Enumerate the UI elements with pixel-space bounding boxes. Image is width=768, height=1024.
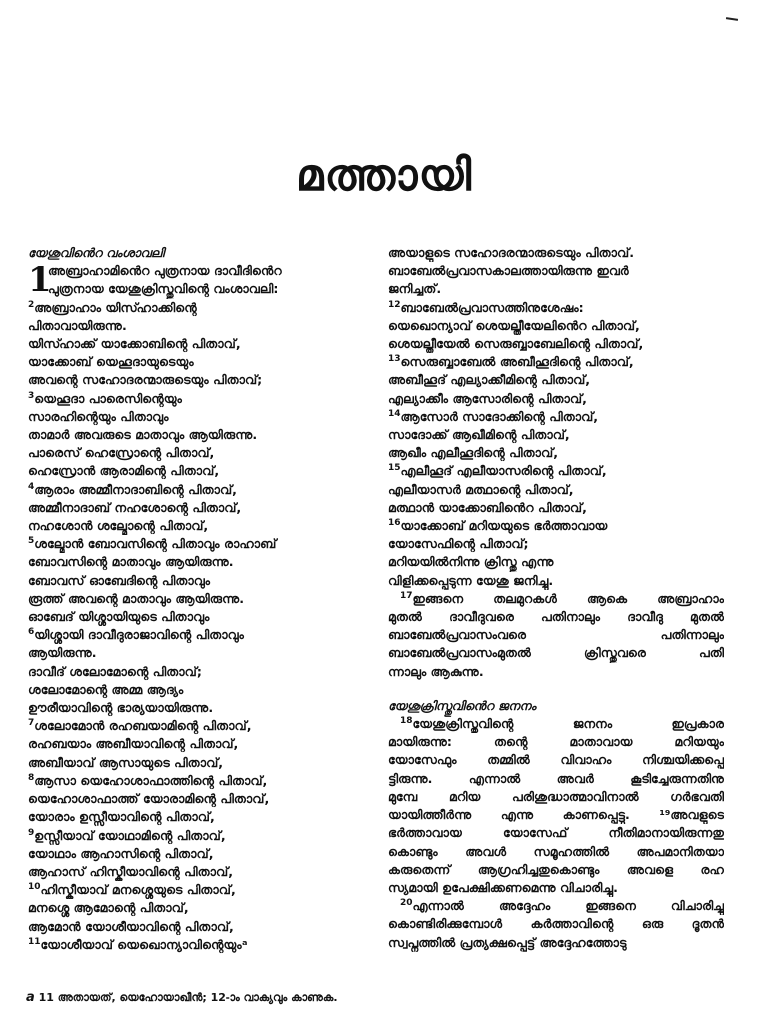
verse-text: കൊണ്ടും അവൾ സമൂഹത്തിൽ അപമാനിതയാ xyxy=(388,843,724,859)
text-line xyxy=(388,280,724,298)
verse-text: ബാബേൽപ്രവാസത്തിനുശേഷം: xyxy=(400,299,584,315)
verse-text: രഹബയാം അബീയാവിന്റെ പിതാവ്, xyxy=(28,736,239,752)
text-line xyxy=(28,772,368,790)
verse-text: യോസേഫിന്റെ പിതാവ്; xyxy=(388,536,529,552)
verse-text: സ്വപ്നത്തിൽ പ്രത്യക്ഷപ്പെട്ട് അദ്ദേഹത്തോടു xyxy=(388,934,627,950)
verse-text: മായിരുന്നു: തന്റെ മാതാവായ മറിയയും xyxy=(388,734,724,750)
text-line xyxy=(388,390,724,408)
text-line xyxy=(28,426,368,444)
text-line xyxy=(388,262,724,280)
text-line xyxy=(388,426,724,444)
verse-text: ദാവീദ് ശലോമോന്റെ പിതാവ്; xyxy=(28,663,202,679)
verse-number: 2 xyxy=(28,299,35,310)
text-line xyxy=(28,553,368,571)
text-line xyxy=(388,590,724,608)
verse-text: ശെയല്തീയേൽ സെരുബ്ബാബേലിന്റെ പിതാവ്, xyxy=(388,336,644,352)
verse-text: പിതാവായിരുന്നു. xyxy=(28,317,127,333)
verse-number: 17 xyxy=(400,590,413,601)
text-line xyxy=(28,390,368,408)
verse-text: ജനിച്ചത്. xyxy=(388,281,442,297)
verse-number: 11 xyxy=(28,936,41,947)
text-line xyxy=(28,644,368,662)
text-line xyxy=(28,681,368,699)
text-line xyxy=(388,408,724,426)
verse-text: ബാബേൽപ്രവാസകാലത്തായിരുന്നു ഇവർ xyxy=(388,263,629,279)
text-line xyxy=(28,863,368,881)
verse-text: ആസോർ സാദോക്കിന്റെ പിതാവ്, xyxy=(400,408,599,424)
verse-text: ട്ടിരുന്നു. എന്നാൽ അവർ കൂടിച്ചേരുന്നതിനു xyxy=(388,770,724,786)
text-line xyxy=(28,699,368,717)
verse-text: സാദോക്ക് ആഖീമിന്റെ പിതാവ്, xyxy=(388,427,570,443)
text-line xyxy=(388,806,724,824)
verse-text: ബോവസിന്റെ മാതാവും ആയിരുന്നു. xyxy=(28,554,234,570)
text-line xyxy=(388,897,724,915)
verse-text: മനശ്ശെ ആമോന്റെ പിതാവ്, xyxy=(28,900,189,916)
verse-text: ഓബേദ് യിശ്ശായിയുടെ പിതാവും xyxy=(28,609,210,625)
verse-text: മറിയയിൽനിന്നു ക്രിസ്തു എന്നു xyxy=(388,554,554,570)
verse-text: യെഹോശാഫാത്ത് യോരാമിന്റെ പിതാവ്, xyxy=(28,791,270,807)
verse-number: 14 xyxy=(388,408,401,419)
verse-text: യിസ്ഹാക്ക് യാക്കോബിന്റെ പിതാവ്, xyxy=(28,336,241,352)
text-line xyxy=(28,299,368,317)
text-line xyxy=(388,879,724,897)
verse-number: 20 xyxy=(400,897,413,908)
verse-text: ശല്മോൻ ബോവസിന്റെ പിതാവും രാഹാബ് xyxy=(34,536,277,552)
verse-text: ഹെസ്രോൻ ആരാമിന്റെ പിതാവ്, xyxy=(28,463,220,479)
text-line xyxy=(388,934,724,952)
text-line xyxy=(388,335,724,353)
verse-number: 10 xyxy=(28,881,41,892)
text-line xyxy=(388,915,724,933)
chapter-line: പുത്രനായ യേശുക്രിസ്തുവിന്റെ വംശാവലി: xyxy=(48,281,279,297)
verse-number: 9 xyxy=(28,827,35,838)
text-line xyxy=(388,663,724,681)
verse-text: യേശുക്രിസ്തുവിന്റെ ജനനം ഇപ്രകാര xyxy=(412,716,724,732)
verse-text: അവന്റെ സഹോദരന്മാരുടെയും പിതാവ്; xyxy=(28,372,263,388)
verse-text: ആരാം അമ്മീനാദാബിന്റെ പിതാവ്, xyxy=(34,481,237,497)
left-column xyxy=(28,244,368,954)
right-column xyxy=(388,244,724,952)
verse-text: അയാളുടെ സഹോദരന്മാരുടെയും പിതാവ്. xyxy=(388,245,635,260)
text-line xyxy=(388,444,724,462)
text-line xyxy=(28,481,368,499)
verse-text: സ്യമായി ഉപേക്ഷിക്കണമെന്നു വിചാരിച്ചു. xyxy=(388,879,618,895)
text-line xyxy=(28,353,368,371)
verse-text: ആഖീം എലീഹൂദിന്റെ പിതാവ്, xyxy=(388,445,559,461)
verse-number: 18 xyxy=(400,715,413,726)
verse-number: 4 xyxy=(28,481,35,492)
verse-text: നഹശോൻ ശല്മോന്റെ പിതാവ്, xyxy=(28,518,209,534)
text-line xyxy=(28,845,368,863)
verse-text: ആയിരുന്നു. xyxy=(28,645,97,661)
verse-text: യിശ്ശായി ദാവീദുരാജാവിന്റെ പിതാവും xyxy=(34,627,244,643)
text-line xyxy=(388,371,724,389)
verse-text: യോഥാം ആഹാസിന്റെ പിതാവ്, xyxy=(28,845,214,861)
text-line xyxy=(388,462,724,480)
verse-text: മുമ്പേ മറിയ പരിശുദ്ധാത്മാവിനാൽ ഗർഭവതി xyxy=(388,788,724,804)
text-line xyxy=(28,371,368,389)
section-heading-birth: യേശുക്രിസ്തുവിൻെറ ജനനം xyxy=(388,698,536,713)
verse-number: 13 xyxy=(388,354,401,365)
text-line xyxy=(28,408,368,426)
verse-text: യായിത്തീർന്നു എന്നു കാണപ്പെട്ടു. ¹⁹അവളുടെ xyxy=(388,807,724,823)
verse-text: യെഹൂദാ പാരെസിന്റെയും xyxy=(34,390,182,406)
text-line xyxy=(28,462,368,480)
text-line xyxy=(28,827,368,845)
verse-text: മുതൽ ദാവീദുവരെ പതിനാലും ദാവീദു മുതൽ xyxy=(388,609,724,625)
text-line xyxy=(388,317,724,335)
text-line xyxy=(388,553,724,571)
text-line xyxy=(28,572,368,590)
text-line xyxy=(28,444,368,462)
text-line xyxy=(388,751,724,769)
verse-text: ആമോൻ യോശീയാവിന്റെ പിതാവ്, xyxy=(28,918,234,934)
footnote-mark: a xyxy=(26,990,35,1005)
book-title: മത്തായി xyxy=(295,150,473,201)
verse-text: യോരാം ഉസ്സീയാവിന്റെ പിതാവ്, xyxy=(28,809,215,825)
verse-text: ബാബേൽപ്രവാസംവരെ പതിന്നാലും xyxy=(388,627,724,643)
text-line xyxy=(28,608,368,626)
verse-text: യാക്കോബ് യെഹൂദായുടെയും xyxy=(28,354,194,370)
text-line xyxy=(388,481,724,499)
text-line xyxy=(28,790,368,808)
text-line xyxy=(28,754,368,772)
verse-text: താമാർ അവരുടെ മാതാവും ആയിരുന്നു. xyxy=(28,427,258,443)
verse-number: 5 xyxy=(28,536,35,547)
text-line xyxy=(28,626,368,644)
verse-number: 3 xyxy=(28,390,35,401)
text-line xyxy=(28,590,368,608)
text-line xyxy=(388,626,724,644)
text-line xyxy=(388,788,724,806)
verse-text: രൂത്ത് അവന്റെ മാതാവും ആയിരുന്നു. xyxy=(28,590,245,606)
text-line xyxy=(388,244,724,262)
verse-text: എലീഹൂദ് എലീയാസരിന്റെ പിതാവ്, xyxy=(400,463,607,479)
text-line xyxy=(28,899,368,917)
verse-text: അബ്രാഹാം യിസ്ഹാക്കിന്റെ xyxy=(34,299,197,315)
text-line xyxy=(388,517,724,535)
verse-number: 12 xyxy=(388,299,401,310)
chapter-line: അബ്രാഹാമിൻെറ പുത്രനായ ദാവീദിൻെറ xyxy=(48,263,282,279)
text-line xyxy=(388,299,724,317)
verse-text: ശലോമോൻ രഹബയാമിന്റെ പിതാവ്, xyxy=(34,718,252,734)
chapter-number: 1 xyxy=(28,260,52,301)
verse-text: എല്യാക്കീം ആസോരിന്റെ പിതാവ്, xyxy=(388,390,587,406)
text-line xyxy=(388,770,724,788)
verse-text: യെഖൊന്യാവ് ശെയല്തീയേലിൻെറ പിതാവ്, xyxy=(388,317,640,333)
text-line xyxy=(28,517,368,535)
verse-text: ഇങ്ങനെ തലമുറകൾ ആകെ അബ്രാഹാം xyxy=(412,590,724,606)
verse-text: ബോവസ് ഓബേദിന്റെ പിതാവും xyxy=(28,572,211,588)
text-line xyxy=(28,717,368,735)
text-line xyxy=(28,918,368,936)
verse-text: ഹിസ്കീയാവ് മനശ്ശെയുടെ പിതാവ്, xyxy=(40,882,236,898)
verse-text: യോസേഫും തമ്മിൽ വിവാഹം നിശ്ചയിക്കപ്പെ xyxy=(388,752,724,768)
text-line xyxy=(388,572,724,590)
footnote xyxy=(26,990,746,1005)
text-line xyxy=(388,733,724,751)
verse-text: യാക്കോബ് മറിയയുടെ ഭർത്താവായ xyxy=(400,518,608,534)
verse-text: യോശീയാവ് യെഖൊന്യാവിന്റെയുംᵃ xyxy=(40,936,248,952)
text-line xyxy=(28,881,368,899)
verse-text: സാരഹിന്റെയും പിതാവും xyxy=(28,408,169,424)
text-line xyxy=(28,936,368,954)
verse-text: ഭർത്താവായ യോസേഫ് നീതിമാനായിരുന്നതു xyxy=(388,825,724,841)
verse-text: മത്ഥാൻ യാക്കോബിൻെറ പിതാവ്, xyxy=(388,499,587,515)
text-line xyxy=(28,335,368,353)
verse-text: എന്നാൽ അദ്ദേഹം ഇങ്ങനെ വിചാരിച്ചു xyxy=(412,898,724,914)
text-line xyxy=(388,843,724,861)
text-line xyxy=(388,535,724,553)
text-line xyxy=(388,715,724,733)
verse-text: അമ്മീനാദാബ് നഹശോന്റെ പിതാവ്, xyxy=(28,499,242,515)
chapter-start xyxy=(28,260,368,301)
verse-text: ന്നാലും ആകുന്നു. xyxy=(388,663,484,679)
verse-text: കരുതെന്ന് ആഗ്രഹിച്ചതുകൊണ്ടും അവളെ രഹ xyxy=(388,861,724,877)
text-line xyxy=(28,535,368,553)
verse-text: പാരെസ് ഹെസ്രോന്റെ പിതാവ്, xyxy=(28,445,215,461)
verse-text: ഉസ്സീയാവ് യോഥാമിന്റെ പിതാവ്, xyxy=(34,827,226,843)
verse-text: ഊരീയാവിന്റെ ഭാര്യയായിരുന്നു. xyxy=(28,700,214,716)
corner-mark xyxy=(726,17,738,21)
verse-number: 6 xyxy=(28,627,35,638)
footnote-text: 11 അതായത്, യെഹോയാഖീൻ; 12-ാം വാക്യവും കാണുക. xyxy=(38,991,338,1004)
text-line xyxy=(388,824,724,842)
verse-number: 16 xyxy=(388,517,401,528)
verse-text: ആഹാസ് ഹിസ്കീയാവിന്റെ പിതാവ്, xyxy=(28,863,233,879)
verse-text: അബീയാവ് ആസായുടെ പിതാവ്, xyxy=(28,754,224,770)
text-line xyxy=(28,808,368,826)
section-heading-genealogy: യേശുവിൻെറ വംശാവലി xyxy=(28,246,165,260)
text-line xyxy=(28,663,368,681)
text-line xyxy=(28,499,368,517)
text-line xyxy=(388,644,724,662)
verse-text: എലീയാസർ മത്ഥാന്റെ പിതാവ്, xyxy=(388,481,574,497)
verse-text: ശലോമോന്റെ അമ്മ ആദ്യം xyxy=(28,681,184,697)
text-line xyxy=(388,861,724,879)
text-line xyxy=(28,735,368,753)
text-line xyxy=(388,353,724,371)
verse-text: ബാബേൽപ്രവാസംമുതൽ ക്രിസ്തുവരെ പതി xyxy=(388,645,724,661)
verse-text: അബീഹൂദ് എല്യാക്കീമിന്റെ പിതാവ്, xyxy=(388,372,591,388)
verse-text: കൊണ്ടിരിക്കുമ്പോൾ കർത്താവിന്റെ ഒരു ദൂതൻ xyxy=(388,916,724,932)
verse-text: ആസാ യെഹോശാഫാത്തിന്റെ പിതാവ്, xyxy=(34,772,268,788)
verse-number: 8 xyxy=(28,772,35,783)
text-line xyxy=(388,499,724,517)
verse-text: സെരുബ്ബാബേൽ അബീഹൂദിന്റെ പിതാവ്, xyxy=(400,354,634,370)
text-line xyxy=(388,608,724,626)
verse-text: വിളിക്കപ്പെടുന്ന യേശു ജനിച്ചു. xyxy=(388,572,554,588)
verse-number: 7 xyxy=(28,718,35,729)
verse-number: 15 xyxy=(388,463,401,474)
text-line xyxy=(28,317,368,335)
